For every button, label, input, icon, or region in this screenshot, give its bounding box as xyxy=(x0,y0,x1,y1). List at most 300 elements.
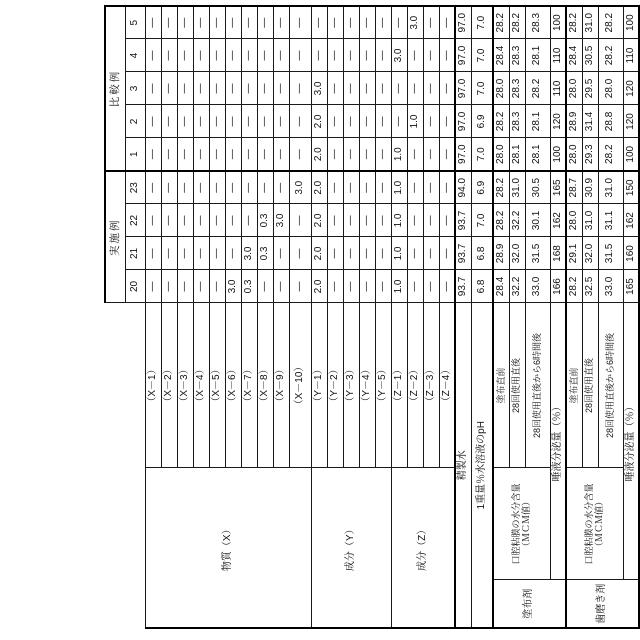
row-label: （Y－2） xyxy=(327,303,343,468)
data-cell: — xyxy=(289,39,311,72)
data-cell: 31.5 xyxy=(525,237,550,270)
data-cell: 110 xyxy=(623,39,639,72)
data-cell: — xyxy=(359,237,375,270)
data-cell: — xyxy=(193,39,209,72)
header-stub xyxy=(105,303,145,628)
data-cell: 28.0 xyxy=(566,72,582,105)
data-cell: — xyxy=(343,138,359,171)
data-cell: 1.0 xyxy=(407,105,423,138)
data-cell: — xyxy=(327,138,343,171)
data-cell: — xyxy=(359,39,375,72)
data-cell: — xyxy=(391,72,407,105)
data-cell: — xyxy=(273,138,289,171)
data-cell: — xyxy=(343,204,359,237)
data-cell: 28.3 xyxy=(525,6,550,39)
data-cell: 30.5 xyxy=(525,171,550,204)
data-cell: — xyxy=(209,171,225,204)
data-cell: 30.1 xyxy=(525,204,550,237)
col-header: 1 xyxy=(125,138,145,171)
data-cell: 30.5 xyxy=(582,39,598,72)
data-cell: 28.4 xyxy=(493,270,509,303)
table-row xyxy=(623,6,639,628)
data-cell: — xyxy=(145,171,161,204)
data-cell: — xyxy=(161,6,177,39)
group-label: 歯磨き剤 xyxy=(566,580,639,628)
data-cell: — xyxy=(343,270,359,303)
data-cell: — xyxy=(289,6,311,39)
data-cell: — xyxy=(439,171,455,204)
data-cell: — xyxy=(257,270,273,303)
data-cell: — xyxy=(273,39,289,72)
data-cell: 33.0 xyxy=(525,270,550,303)
data-cell: — xyxy=(241,39,257,72)
data-cell: 100 xyxy=(623,138,639,171)
data-cell: — xyxy=(289,138,311,171)
data-cell: — xyxy=(327,171,343,204)
group-label: 物質（X） xyxy=(145,468,311,628)
row-label: 精製水 xyxy=(455,303,471,628)
data-cell: — xyxy=(161,171,177,204)
data-cell: 29.5 xyxy=(582,72,598,105)
data-cell: 162 xyxy=(623,204,639,237)
data-cell: 6.8 xyxy=(471,237,493,270)
data-cell: — xyxy=(273,72,289,105)
col-header: 4 xyxy=(125,39,145,72)
measure-label xyxy=(493,468,550,580)
row-label: （X－10） xyxy=(289,303,311,468)
data-cell: 28.2 xyxy=(525,72,550,105)
col-group-examples: 実施例 xyxy=(105,171,125,303)
data-cell: 28.2 xyxy=(493,105,509,138)
data-cell: 28.2 xyxy=(598,138,623,171)
data-cell: 28.0 xyxy=(566,204,582,237)
data-cell: 28.4 xyxy=(493,39,509,72)
data-cell: — xyxy=(241,105,257,138)
data-cell: — xyxy=(327,39,343,72)
data-cell: 2.0 xyxy=(311,237,327,270)
data-cell: — xyxy=(161,138,177,171)
data-cell: 120 xyxy=(623,105,639,138)
data-cell: 28.2 xyxy=(509,6,525,39)
col-group-comparatives: 比較例 xyxy=(105,6,125,171)
data-cell: — xyxy=(343,237,359,270)
data-cell: 93.7 xyxy=(455,237,471,270)
table-row xyxy=(105,6,125,628)
data-cell: — xyxy=(273,237,289,270)
data-cell: — xyxy=(209,105,225,138)
data-cell: — xyxy=(359,72,375,105)
data-cell: 7.0 xyxy=(471,138,493,171)
data-cell: — xyxy=(375,39,391,72)
data-cell: — xyxy=(359,105,375,138)
table-row xyxy=(145,6,161,628)
data-cell: — xyxy=(289,105,311,138)
data-cell: 0.3 xyxy=(257,237,273,270)
data-cell: 31.0 xyxy=(509,171,525,204)
data-cell: — xyxy=(359,270,375,303)
data-cell: 100 xyxy=(550,138,566,171)
data-cell: 97.0 xyxy=(455,6,471,39)
row-label: 塗布直前 xyxy=(566,303,582,468)
data-cell: 28.2 xyxy=(493,171,509,204)
data-cell: 28.0 xyxy=(566,138,582,171)
row-label: （Z－1） xyxy=(391,303,407,468)
data-cell: 28.1 xyxy=(525,39,550,72)
data-cell: — xyxy=(407,138,423,171)
data-cell: — xyxy=(225,39,241,72)
data-cell: — xyxy=(193,105,209,138)
data-cell: — xyxy=(439,6,455,39)
data-cell: — xyxy=(359,204,375,237)
col-header: 23 xyxy=(125,171,145,204)
measure-label-line1: 口腔粘膜の水分含量 xyxy=(584,483,595,565)
data-cell: 110 xyxy=(550,72,566,105)
data-cell: 28.3 xyxy=(509,39,525,72)
data-cell: — xyxy=(225,138,241,171)
data-cell: — xyxy=(145,138,161,171)
row-label: （X－2） xyxy=(161,303,177,468)
data-cell: 32.0 xyxy=(582,237,598,270)
table-row xyxy=(311,6,327,628)
data-cell: 110 xyxy=(550,39,566,72)
data-cell: 3.0 xyxy=(289,171,311,204)
data-cell: 94.0 xyxy=(455,171,471,204)
data-cell: 28.3 xyxy=(509,72,525,105)
table-row xyxy=(493,6,509,628)
data-cell: 32.5 xyxy=(582,270,598,303)
data-cell: 31.4 xyxy=(582,105,598,138)
data-cell: 165 xyxy=(550,171,566,204)
col-header: 5 xyxy=(125,6,145,39)
data-cell: — xyxy=(423,39,439,72)
data-cell: 3.0 xyxy=(407,6,423,39)
data-cell: — xyxy=(241,6,257,39)
data-cell: — xyxy=(343,39,359,72)
data-cell: — xyxy=(257,105,273,138)
data-cell: — xyxy=(343,72,359,105)
measure-label xyxy=(566,468,623,580)
data-cell: 2.0 xyxy=(311,105,327,138)
data-cell: 32.0 xyxy=(509,237,525,270)
data-cell: — xyxy=(423,105,439,138)
data-cell: 100 xyxy=(623,6,639,39)
group-label: 成分（Z） xyxy=(391,468,455,628)
data-cell: — xyxy=(209,39,225,72)
data-cell: — xyxy=(439,237,455,270)
data-cell: 1.0 xyxy=(391,138,407,171)
data-cell: — xyxy=(193,138,209,171)
col-header: 2 xyxy=(125,105,145,138)
data-cell: 162 xyxy=(550,204,566,237)
row-label: （Y－3） xyxy=(343,303,359,468)
data-cell: 28.9 xyxy=(493,237,509,270)
group-label: 塗布剤 xyxy=(493,580,566,628)
row-label: 1重量％水溶液のpH xyxy=(471,303,493,628)
data-cell: 28.0 xyxy=(493,138,509,171)
data-cell: — xyxy=(225,72,241,105)
data-cell: 1.0 xyxy=(391,237,407,270)
data-cell: 1.0 xyxy=(391,171,407,204)
data-cell: 28.2 xyxy=(493,6,509,39)
data-cell: — xyxy=(177,138,193,171)
data-cell: — xyxy=(375,72,391,105)
data-cell: — xyxy=(407,270,423,303)
measure-label-line1: 口腔粘膜の水分含量 xyxy=(511,483,522,565)
data-cell: 28.8 xyxy=(598,105,623,138)
data-cell: — xyxy=(359,6,375,39)
data-cell: 7.0 xyxy=(471,204,493,237)
data-cell: — xyxy=(177,72,193,105)
data-cell: — xyxy=(145,237,161,270)
table-row xyxy=(471,6,493,628)
data-cell: — xyxy=(209,72,225,105)
data-cell: — xyxy=(177,105,193,138)
data-cell: — xyxy=(145,204,161,237)
row-label: （Z－2） xyxy=(407,303,423,468)
data-cell: — xyxy=(407,204,423,237)
table-row xyxy=(391,6,407,628)
data-cell: 28.2 xyxy=(493,204,509,237)
data-cell: 97.0 xyxy=(455,138,471,171)
data-cell: — xyxy=(209,237,225,270)
measure-label-line2: （ＭＣＭ値） xyxy=(593,497,604,552)
data-cell: — xyxy=(391,105,407,138)
data-cell: 28.2 xyxy=(598,6,623,39)
data-cell: — xyxy=(177,270,193,303)
row-label: （X－7） xyxy=(241,303,257,468)
col-header: 22 xyxy=(125,204,145,237)
data-cell: 28.4 xyxy=(566,39,582,72)
data-cell: — xyxy=(327,72,343,105)
data-cell: — xyxy=(177,237,193,270)
row-label: （X－5） xyxy=(209,303,225,468)
row-label: （Z－3） xyxy=(423,303,439,468)
data-cell: 93.7 xyxy=(455,270,471,303)
data-cell: 166 xyxy=(550,270,566,303)
data-cell: — xyxy=(161,204,177,237)
data-cell: 2.0 xyxy=(311,204,327,237)
data-cell: 0.3 xyxy=(241,270,257,303)
table-row xyxy=(566,6,582,628)
data-cell: 97.0 xyxy=(455,39,471,72)
data-cell: — xyxy=(257,6,273,39)
data-cell: 6.9 xyxy=(471,105,493,138)
data-cell: 28.1 xyxy=(525,105,550,138)
group-label: 成分（Y） xyxy=(311,468,391,628)
data-cell: 120 xyxy=(623,72,639,105)
data-cell: — xyxy=(439,39,455,72)
data-cell: — xyxy=(327,270,343,303)
col-header: 3 xyxy=(125,72,145,105)
data-cell: — xyxy=(209,6,225,39)
data-cell: — xyxy=(225,6,241,39)
data-cell: — xyxy=(145,6,161,39)
data-cell: 31.0 xyxy=(582,204,598,237)
data-cell: — xyxy=(327,105,343,138)
data-cell: — xyxy=(343,171,359,204)
data-cell: — xyxy=(439,204,455,237)
data-cell: — xyxy=(289,72,311,105)
data-cell: — xyxy=(375,105,391,138)
data-cell: 93.7 xyxy=(455,204,471,237)
measure-label-line2: （ＭＣＭ値） xyxy=(520,497,531,552)
row-label: （X－8） xyxy=(257,303,273,468)
data-cell: — xyxy=(439,72,455,105)
data-cell: — xyxy=(193,171,209,204)
data-cell: — xyxy=(257,138,273,171)
data-cell: — xyxy=(375,237,391,270)
data-cell: — xyxy=(423,270,439,303)
data-cell: — xyxy=(289,270,311,303)
data-cell: 3.0 xyxy=(273,204,289,237)
data-cell: — xyxy=(343,105,359,138)
data-cell: 3.0 xyxy=(311,72,327,105)
data-cell: 6.9 xyxy=(471,171,493,204)
data-cell: 2.0 xyxy=(311,171,327,204)
data-cell: 1.0 xyxy=(391,270,407,303)
data-cell: 7.0 xyxy=(471,72,493,105)
data-cell: 165 xyxy=(623,270,639,303)
data-cell: — xyxy=(209,138,225,171)
col-header: 21 xyxy=(125,237,145,270)
data-cell: — xyxy=(161,105,177,138)
data-cell: 7.0 xyxy=(471,6,493,39)
data-cell: — xyxy=(161,237,177,270)
data-cell: — xyxy=(375,204,391,237)
row-label: 28回使用直後 xyxy=(509,303,525,468)
row-label: 28回使用直後から6時間後 xyxy=(598,303,623,468)
data-cell: — xyxy=(241,138,257,171)
data-cell: 28.1 xyxy=(525,138,550,171)
data-cell: 2.0 xyxy=(311,138,327,171)
table-row xyxy=(550,6,566,628)
data-cell: — xyxy=(145,72,161,105)
data-cell: — xyxy=(241,204,257,237)
data-cell: 6.8 xyxy=(471,270,493,303)
data-cell: — xyxy=(423,72,439,105)
data-cell: 32.2 xyxy=(509,204,525,237)
row-label: （X－1） xyxy=(145,303,161,468)
row-label: 塗布直前 xyxy=(493,303,509,468)
data-cell: — xyxy=(359,171,375,204)
data-cell: — xyxy=(209,204,225,237)
data-cell: — xyxy=(193,204,209,237)
data-cell: — xyxy=(225,171,241,204)
data-cell: — xyxy=(439,105,455,138)
data-cell: 29.1 xyxy=(566,237,582,270)
data-cell: — xyxy=(145,105,161,138)
data-cell: 120 xyxy=(550,105,566,138)
data-cell: — xyxy=(407,171,423,204)
data-cell: — xyxy=(241,72,257,105)
data-cell: — xyxy=(257,39,273,72)
row-label: （X－3） xyxy=(177,303,193,468)
data-cell: — xyxy=(209,270,225,303)
data-cell: — xyxy=(439,138,455,171)
data-cell: — xyxy=(375,6,391,39)
data-cell: 7.0 xyxy=(471,39,493,72)
data-cell: — xyxy=(145,39,161,72)
data-cell: 3.0 xyxy=(391,39,407,72)
data-cell: — xyxy=(145,270,161,303)
data-cell: — xyxy=(375,171,391,204)
data-cell: — xyxy=(177,6,193,39)
data-cell: — xyxy=(161,270,177,303)
data-cell: 28.7 xyxy=(566,171,582,204)
data-cell: — xyxy=(423,204,439,237)
data-cell: — xyxy=(161,39,177,72)
data-cell: — xyxy=(225,204,241,237)
data-cell: 0.3 xyxy=(257,204,273,237)
data-cell: — xyxy=(359,138,375,171)
data-cell: — xyxy=(311,39,327,72)
data-cell: — xyxy=(439,270,455,303)
data-cell: — xyxy=(273,6,289,39)
data-cell: — xyxy=(193,237,209,270)
data-cell: — xyxy=(273,171,289,204)
data-cell: 3.0 xyxy=(241,237,257,270)
data-cell: — xyxy=(177,39,193,72)
data-cell: — xyxy=(289,237,311,270)
data-cell: — xyxy=(257,72,273,105)
table-row xyxy=(455,6,471,628)
data-cell: — xyxy=(177,171,193,204)
data-cell: 31.5 xyxy=(598,237,623,270)
data-cell: — xyxy=(327,204,343,237)
data-cell: — xyxy=(327,237,343,270)
data-cell: 1.0 xyxy=(391,204,407,237)
data-cell: — xyxy=(407,39,423,72)
data-cell: — xyxy=(225,237,241,270)
data-cell: — xyxy=(193,72,209,105)
data-cell: 160 xyxy=(623,237,639,270)
row-label: （Y－4） xyxy=(359,303,375,468)
row-label: （X－9） xyxy=(273,303,289,468)
row-label: 唾液分泌量（％） xyxy=(623,303,639,580)
data-cell: — xyxy=(311,6,327,39)
data-cell: — xyxy=(375,138,391,171)
data-cell: — xyxy=(193,6,209,39)
col-header: 20 xyxy=(125,270,145,303)
data-cell: 2.0 xyxy=(311,270,327,303)
data-cell: 30.9 xyxy=(582,171,598,204)
data-cell: — xyxy=(343,6,359,39)
data-cell: 32.2 xyxy=(509,270,525,303)
data-cell: 31.0 xyxy=(582,6,598,39)
data-cell: — xyxy=(327,6,343,39)
data-cell: — xyxy=(273,270,289,303)
data-cell: 28.2 xyxy=(566,6,582,39)
data-cell: — xyxy=(423,138,439,171)
data-cell: — xyxy=(289,204,311,237)
row-label: （Y－1） xyxy=(311,303,327,468)
data-cell: — xyxy=(193,270,209,303)
data-cell: 28.1 xyxy=(509,138,525,171)
row-label: （Z－4） xyxy=(439,303,455,468)
data-cell: — xyxy=(177,204,193,237)
data-cell: — xyxy=(423,6,439,39)
row-label: 28回使用直後 xyxy=(582,303,598,468)
data-cell: 28.0 xyxy=(493,72,509,105)
row-label: （Y－5） xyxy=(375,303,391,468)
data-cell: 100 xyxy=(550,6,566,39)
data-cell: 3.0 xyxy=(225,270,241,303)
row-label: （X－4） xyxy=(193,303,209,468)
row-label: 唾液分泌量（％） xyxy=(550,303,566,580)
data-cell: 31.1 xyxy=(598,204,623,237)
data-cell: 150 xyxy=(623,171,639,204)
composition-table xyxy=(104,5,640,629)
